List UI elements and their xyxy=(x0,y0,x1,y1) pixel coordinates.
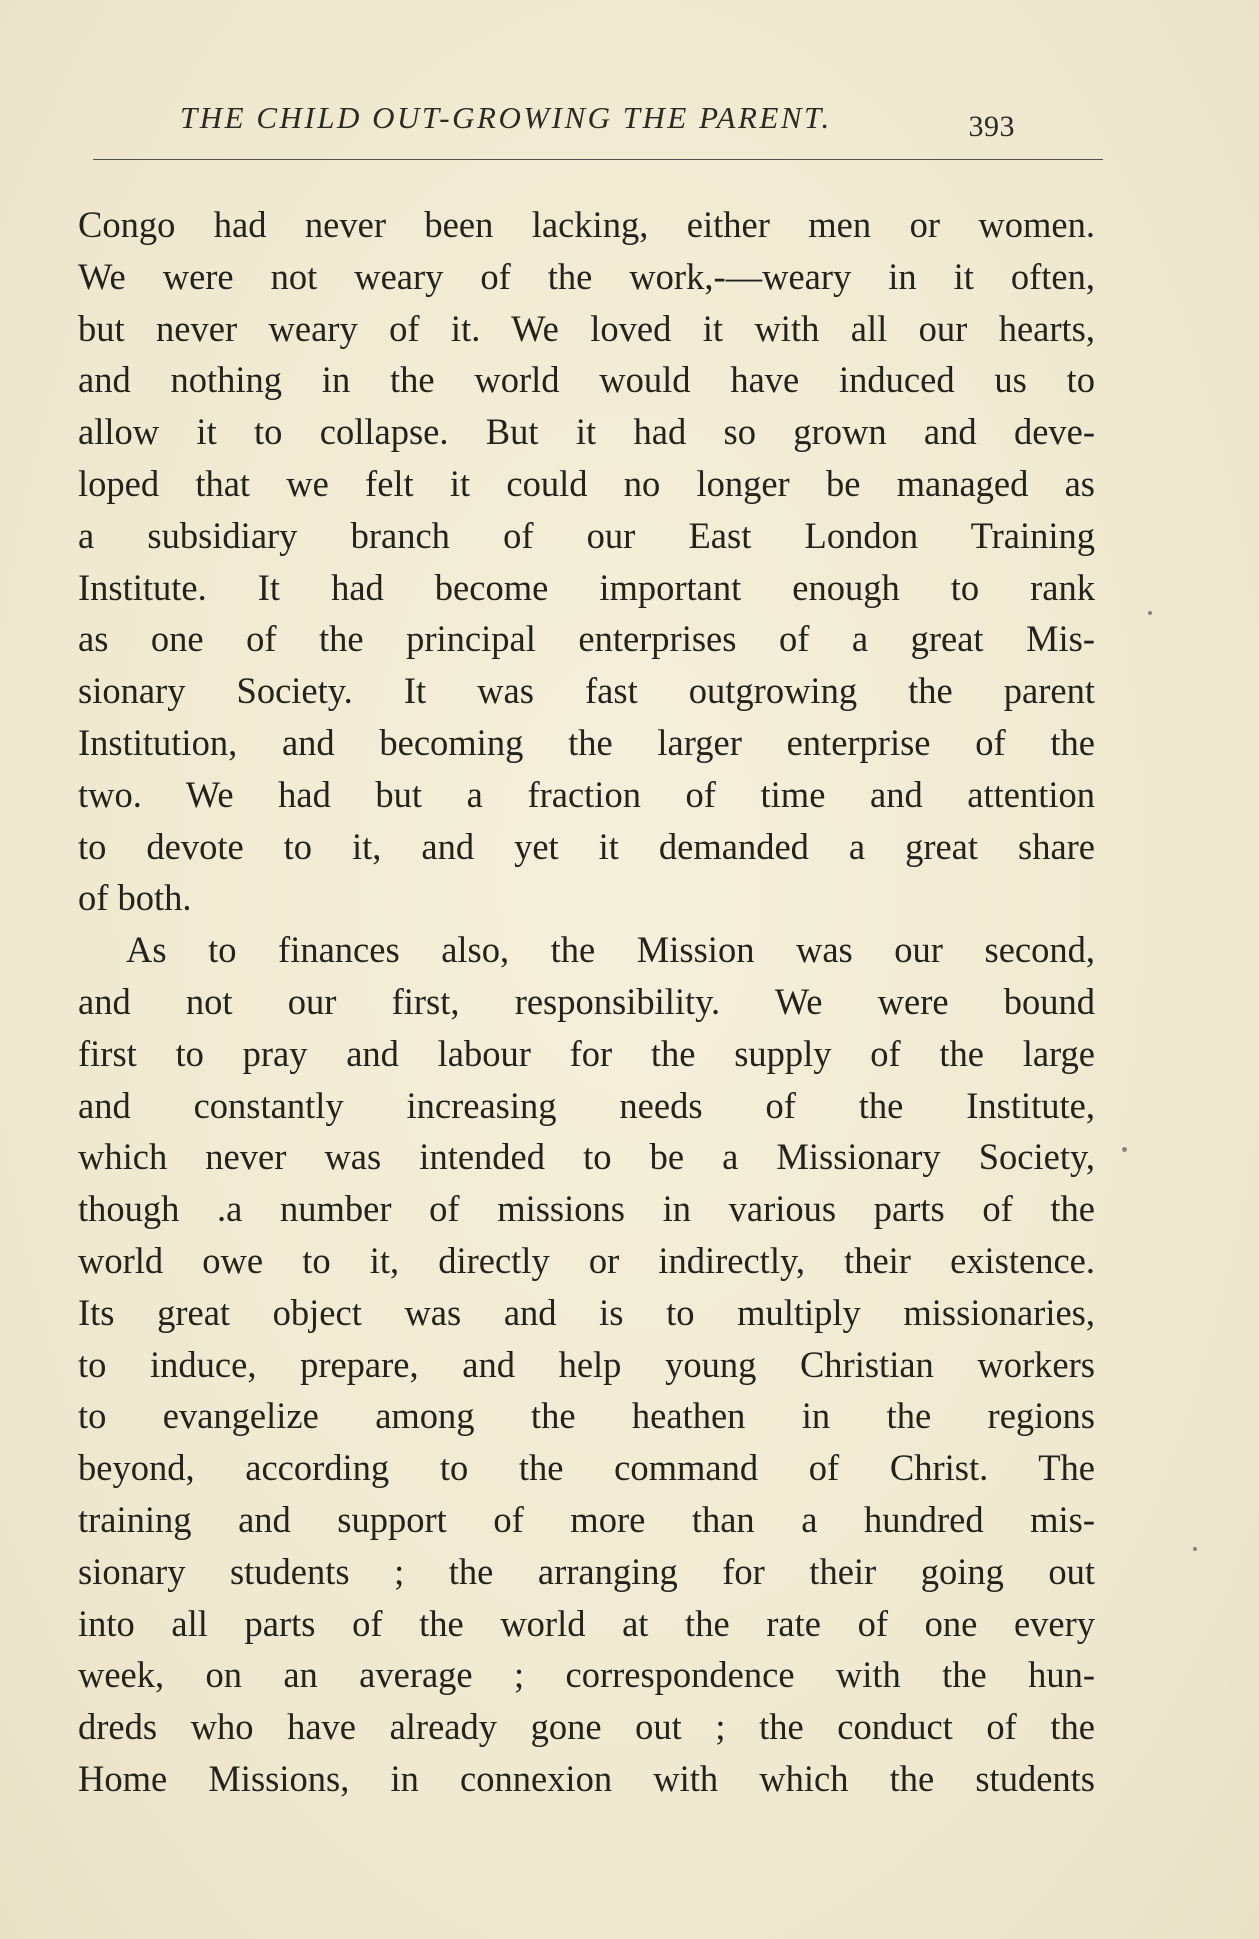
text-line: sionary Society. It was fast outgrowing the parent xyxy=(78,670,1095,712)
text-line: but never weary of it. We loved it with all our hearts, xyxy=(78,307,1095,349)
header-rule xyxy=(93,159,1103,160)
text-line: beyond, according to the command of Christ. The xyxy=(78,1447,1095,1489)
text-line: world owe to it, directly or indirectly, their existence. xyxy=(78,1239,1095,1281)
text-line: to evangelize among the heathen in the regions xyxy=(78,1395,1095,1437)
text-line: first to pray and labour for the supply of the large xyxy=(78,1032,1095,1074)
text-line: sionary students ; the arranging for their going out xyxy=(78,1550,1095,1592)
page-number: 393 xyxy=(968,110,1015,143)
text-line: allow it to collapse. But it had so grown and deve- xyxy=(78,411,1095,453)
paper-speck xyxy=(1193,1547,1197,1551)
text-line: dreds who have already gone out ; the conduct of the xyxy=(78,1706,1095,1748)
paper-speck xyxy=(1122,1147,1127,1152)
text-line: Institute. It had become important enough to rank xyxy=(78,566,1095,608)
text-line: Institution, and becoming the larger enterprise of the xyxy=(78,721,1095,763)
body-text xyxy=(78,199,1095,1805)
text-line: and nothing in the world would have induced us to xyxy=(78,359,1095,401)
text-line: two. We had but a fraction of time and attention xyxy=(78,773,1095,815)
text-line: to induce, prepare, and help young Christian workers xyxy=(78,1343,1095,1385)
text-line: to devote to it, and yet it demanded a great share xyxy=(78,825,1095,867)
text-line: as one of the principal enterprises of a great Mis- xyxy=(78,618,1095,660)
text-line: a subsidiary branch of our East London Training xyxy=(78,514,1095,556)
text-line: We were not weary of the work,-—weary in it often, xyxy=(78,255,1095,297)
paragraph-end-line: of both. xyxy=(78,877,192,919)
text-line: week, on an average ; correspondence with the hun- xyxy=(78,1654,1095,1696)
paper-speck xyxy=(1148,611,1152,615)
text-line: and not our first, responsibility. We were bound xyxy=(78,980,1095,1022)
text-line: loped that we felt it could no longer be managed as xyxy=(78,462,1095,504)
text-line: into all parts of the world at the rate of one every xyxy=(78,1602,1095,1644)
paragraph-start-line: As to finances also, the Mission was our second, xyxy=(126,929,1095,971)
running-title: THE CHILD OUT-GROWING THE PARENT. xyxy=(180,100,832,135)
text-line: which never was intended to be a Missionary Society, xyxy=(78,1136,1095,1178)
text-line: Its great object was and is to multiply missionaries, xyxy=(78,1291,1095,1333)
text-line: though .a number of missions in various parts of the xyxy=(78,1188,1095,1230)
running-head xyxy=(180,100,1015,146)
text-line: Congo had never been lacking, either men or women. xyxy=(78,204,1095,245)
text-line: training and support of more than a hundred mis- xyxy=(78,1498,1095,1540)
text-line: Home Missions, in connexion with which the students xyxy=(78,1757,1095,1799)
text-line: and constantly increasing needs of the Institute, xyxy=(78,1084,1095,1126)
